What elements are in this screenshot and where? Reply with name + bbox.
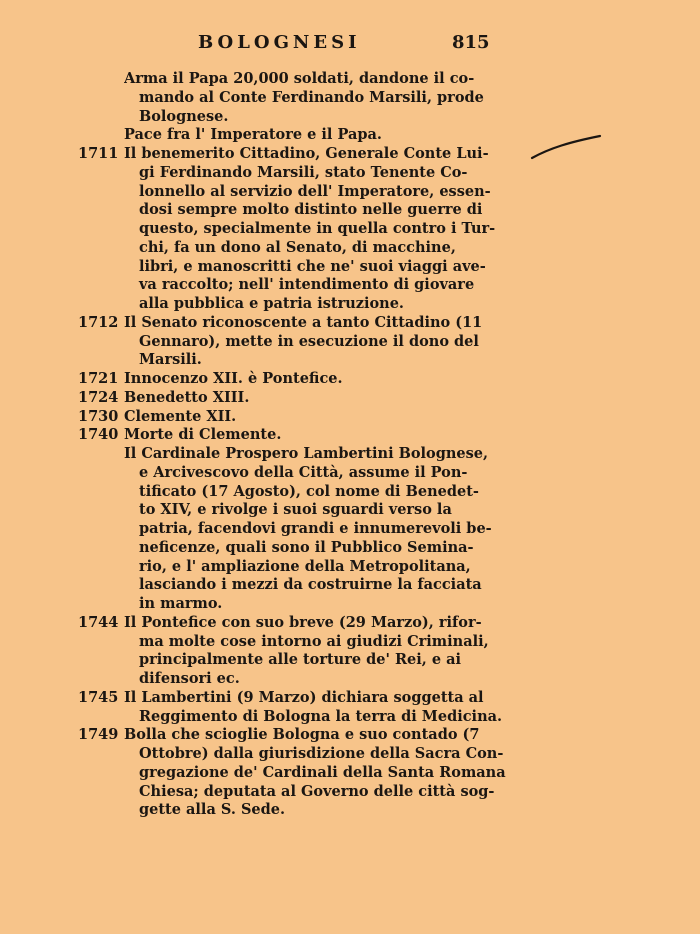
entry-text <box>124 445 506 614</box>
entry-text <box>124 408 506 427</box>
entry-line: neficenze, quali sono il Pubblico Semina- <box>139 538 474 556</box>
chronology-list <box>78 70 508 820</box>
entry-year: 1712 <box>78 313 119 331</box>
entry-line: lonnello al servizio dell' Imperatore, essen- <box>139 182 491 200</box>
entry-line: principalmente alle torture de' Rei, e ai <box>139 651 462 669</box>
entry-text <box>124 426 506 445</box>
chronology-entry <box>78 726 508 820</box>
entry-line: alla pubblica e patria istruzione. <box>139 295 404 312</box>
entry-line: tificato (17 Agosto), col nome di Benedet- <box>139 482 479 500</box>
entry-line: Il Senato riconoscente a tanto Cittadino (11 <box>124 313 483 331</box>
entry-text <box>124 126 506 145</box>
entry-year: 1721 <box>78 370 119 387</box>
entry-line: to XIV, e rivolge i suoi sguardi verso la <box>139 501 452 519</box>
entry-line: Marsili. <box>139 351 202 369</box>
entry-year: 1744 <box>78 613 119 631</box>
chronology-entry <box>78 689 508 727</box>
entry-line: libri, e manoscritti che ne' suoi viaggi ave- <box>139 257 486 275</box>
entry-text <box>124 70 506 126</box>
chronology-entry <box>78 370 508 389</box>
entry-text <box>124 689 506 727</box>
entry-year: 1745 <box>78 688 119 706</box>
entry-year: 1724 <box>78 388 119 406</box>
entry-line: gregazione de' Cardinali della Santa Romana <box>139 763 506 781</box>
chronology-entry <box>78 126 508 145</box>
chronology-entry <box>78 445 508 614</box>
chronology-entry <box>78 314 508 370</box>
running-header-title: BOLOGNESI <box>198 32 361 53</box>
pen-stroke-mark <box>530 134 602 162</box>
entry-line: gi Ferdinando Marsili, stato Tenente Co- <box>139 163 468 181</box>
entry-line: questo, specialmente in quella contro i Tur- <box>139 220 496 237</box>
entry-line: Ottobre) dalla giurisdizione della Sacra Con- <box>139 745 504 762</box>
entry-line: va raccolto; nell' intendimento di giovare <box>139 276 475 294</box>
entry-line: mando al Conte Ferdinando Marsili, prode <box>139 88 484 106</box>
entry-line: Innocenzo XII. è Pontefice. <box>124 370 343 387</box>
entry-line: Benedetto XIII. <box>124 388 250 406</box>
entry-text <box>124 389 506 408</box>
entry-line: gette alla S. Sede. <box>139 801 286 819</box>
entry-year: 1730 <box>78 407 119 425</box>
entry-line: Bolognese. <box>139 107 229 125</box>
entry-text <box>124 726 506 820</box>
entry-line: Il Pontefice con suo breve (29 Marzo), rifor- <box>124 613 482 631</box>
entry-line: chi, fa un dono al Senato, di macchine, <box>139 238 456 256</box>
entry-year: 1711 <box>78 145 119 162</box>
entry-text <box>124 145 506 314</box>
chronology-entry <box>78 408 508 427</box>
entry-line: Il benemerito Cittadino, Generale Conte Lui- <box>124 145 489 162</box>
chronology-entry <box>78 145 508 314</box>
entry-year: 1740 <box>78 426 119 444</box>
entry-line: Bolla che scioglie Bologna e suo contado (7 <box>124 726 480 744</box>
entry-line: Reggimento di Bologna la terra di Medicina. <box>139 707 503 725</box>
chronology-entry <box>78 614 508 689</box>
entry-line: rio, e l' ampliazione della Metropolitana, <box>139 557 471 575</box>
page-number: 815 <box>452 32 490 53</box>
entry-text <box>124 614 506 689</box>
entry-line: difensori ec. <box>139 670 240 687</box>
entry-line: Chiesa; deputata al Governo delle città sog- <box>139 782 495 800</box>
entry-line: Gennaro), mette in esecuzione il dono del <box>139 332 479 350</box>
entry-line: Il Cardinale Prospero Lambertini Bolognese, <box>124 445 489 462</box>
entry-line: Il Lambertini (9 Marzo) dichiara soggetta al <box>124 688 484 706</box>
entry-line: Arma il Papa 20,000 soldati, dandone il co- <box>124 70 475 87</box>
entry-line: patria, facendovi grandi e innumerevoli be- <box>139 520 492 537</box>
entry-line: Morte di Clemente. <box>124 426 282 444</box>
entry-line: Pace fra l' Imperatore e il Papa. <box>124 126 382 144</box>
entry-line: in marmo. <box>139 595 223 612</box>
chronology-entry <box>78 70 508 126</box>
entry-year: 1749 <box>78 726 119 744</box>
chronology-entry <box>78 389 508 408</box>
entry-line: lasciando i mezzi da costruirne la facciata <box>139 576 482 594</box>
entry-text <box>124 370 506 389</box>
entry-line: e Arcivescovo della Città, assume il Pon- <box>139 463 468 481</box>
entry-text <box>124 314 506 370</box>
entry-line: ma molte cose intorno ai giudizi Criminali, <box>139 632 489 650</box>
entry-line: Clemente XII. <box>124 407 237 425</box>
chronology-entry <box>78 426 508 445</box>
entry-line: dosi sempre molto distinto nelle guerre di <box>139 201 483 219</box>
